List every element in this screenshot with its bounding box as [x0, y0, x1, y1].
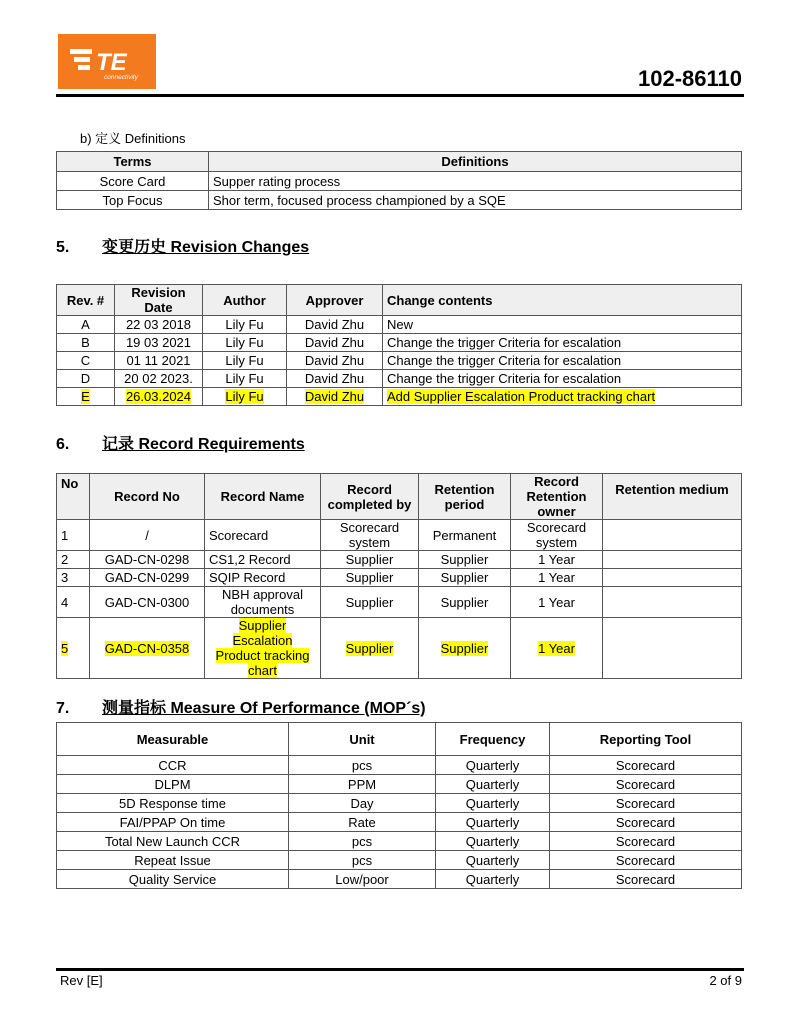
highlighted-text: Lily Fu: [225, 389, 264, 404]
highlighted-text: David Zhu: [304, 389, 365, 404]
frequency-cell: Quarterly: [436, 870, 550, 889]
table-row: [57, 775, 742, 794]
date-cell: 22 03 2018: [115, 316, 203, 334]
reporting-tool-cell: Scorecard: [550, 756, 742, 775]
footer-revision: Rev [E]: [60, 973, 103, 988]
highlighted-text: Supplier Escalation Product tracking chart: [215, 618, 310, 678]
te-connectivity-logo: [58, 34, 156, 89]
highlighted-text: E: [81, 389, 90, 404]
author-cell: Lily Fu: [203, 352, 287, 370]
column-header: Retention period: [419, 474, 511, 520]
frequency-cell: Quarterly: [436, 851, 550, 870]
column-header: Unit: [289, 723, 436, 756]
reporting-tool-cell: Scorecard: [550, 775, 742, 794]
column-header: Terms: [57, 152, 209, 172]
footer-page-number: 2 of 9: [709, 973, 742, 988]
no-cell: 4: [57, 587, 90, 618]
author-cell: [203, 388, 287, 406]
retention-owner-cell: 1 Year: [511, 569, 603, 587]
measurable-cell: FAI/PPAP On time: [57, 813, 289, 832]
table-row-highlighted: [57, 388, 742, 406]
section-heading-measure-of-performance: [56, 695, 426, 718]
no-cell: [57, 618, 90, 679]
change-cell: Change the trigger Criteria for escalation: [383, 352, 742, 370]
column-header: No: [57, 474, 90, 520]
section-title: 记录 Record Requirements: [102, 436, 305, 453]
table-row: [57, 870, 742, 889]
revision-header-row: [57, 285, 742, 316]
highlighted-text: 1 Year: [538, 640, 575, 656]
mop-table: [56, 722, 742, 889]
section-heading-revision-changes: [56, 234, 309, 257]
change-cell: [383, 388, 742, 406]
section-heading-record-requirements: [56, 431, 305, 454]
frequency-cell: Quarterly: [436, 756, 550, 775]
record-no-cell: GAD-CN-0299: [90, 569, 205, 587]
highlighted-text: Add Supplier Escalation Product tracking chart: [387, 389, 656, 404]
term-cell: Top Focus: [57, 191, 209, 210]
retention-owner-cell: 1 Year: [511, 587, 603, 618]
change-cell: Change the trigger Criteria for escalation: [383, 370, 742, 388]
record-name-cell: Scorecard: [205, 520, 321, 551]
column-header: Measurable: [57, 723, 289, 756]
completed-by-cell: Supplier: [321, 569, 419, 587]
unit-cell: pcs: [289, 851, 436, 870]
approver-cell: [287, 388, 383, 406]
retention-period-cell: Supplier: [419, 551, 511, 569]
frequency-cell: Quarterly: [436, 794, 550, 813]
column-header: Definitions: [209, 152, 742, 172]
date-cell: 19 03 2021: [115, 334, 203, 352]
table-row-highlighted: [57, 618, 742, 679]
reporting-tool-cell: Scorecard: [550, 870, 742, 889]
retention-owner-cell: [511, 618, 603, 679]
unit-cell: PPM: [289, 775, 436, 794]
rev-cell: B: [57, 334, 115, 352]
table-row: [57, 316, 742, 334]
column-header: Reporting Tool: [550, 723, 742, 756]
approver-cell: David Zhu: [287, 316, 383, 334]
column-header: Record Name: [205, 474, 321, 520]
frequency-cell: Quarterly: [436, 813, 550, 832]
column-header: Record completed by: [321, 474, 419, 520]
table-row: [57, 352, 742, 370]
change-cell: Change the trigger Criteria for escalation: [383, 334, 742, 352]
no-cell: 1: [57, 520, 90, 551]
record-name-cell: CS1,2 Record: [205, 551, 321, 569]
retention-period-cell: [419, 618, 511, 679]
author-cell: Lily Fu: [203, 334, 287, 352]
column-header: Record No: [90, 474, 205, 520]
author-cell: Lily Fu: [203, 370, 287, 388]
highlighted-text: 5: [61, 640, 69, 656]
author-cell: Lily Fu: [203, 316, 287, 334]
mop-header-row: [57, 723, 742, 756]
column-header: Approver: [287, 285, 383, 316]
retention-medium-cell: [603, 587, 742, 618]
retention-period-cell: Permanent: [419, 520, 511, 551]
reporting-tool-cell: Scorecard: [550, 832, 742, 851]
section-number: 5.: [56, 239, 70, 256]
reporting-tool-cell: Scorecard: [550, 794, 742, 813]
records-table: [56, 473, 742, 679]
measurable-cell: Quality Service: [57, 870, 289, 889]
completed-by-cell: [321, 618, 419, 679]
table-row: [57, 172, 742, 191]
table-row: [57, 520, 742, 551]
table-row: [57, 832, 742, 851]
definitions-caption: b) 定义 Definitions: [80, 131, 186, 146]
completed-by-cell: Scorecard system: [321, 520, 419, 551]
unit-cell: pcs: [289, 832, 436, 851]
highlighted-text: Supplier: [345, 640, 394, 656]
document-number: 102-86110: [638, 66, 742, 91]
no-cell: 3: [57, 569, 90, 587]
section-number: 6.: [56, 436, 70, 453]
reporting-tool-cell: Scorecard: [550, 813, 742, 832]
retention-medium-cell: [603, 569, 742, 587]
record-no-cell: GAD-CN-0300: [90, 587, 205, 618]
revision-table: [56, 284, 742, 406]
measurable-cell: Repeat Issue: [57, 851, 289, 870]
change-cell: New: [383, 316, 742, 334]
record-name-cell: SQIP Record: [205, 569, 321, 587]
definition-cell: Supper rating process: [209, 172, 742, 191]
unit-cell: pcs: [289, 756, 436, 775]
records-header-row: [57, 474, 742, 520]
table-row: [57, 569, 742, 587]
frequency-cell: Quarterly: [436, 775, 550, 794]
record-no-cell: /: [90, 520, 205, 551]
record-name-cell: [205, 618, 321, 679]
completed-by-cell: Supplier: [321, 551, 419, 569]
unit-cell: Low/poor: [289, 870, 436, 889]
rev-cell: D: [57, 370, 115, 388]
table-row: [57, 551, 742, 569]
rev-cell: A: [57, 316, 115, 334]
retention-owner-cell: Scorecard system: [511, 520, 603, 551]
unit-cell: Day: [289, 794, 436, 813]
measurable-cell: DLPM: [57, 775, 289, 794]
record-name-cell: NBH approval documents: [205, 587, 321, 618]
column-header: Rev. #: [57, 285, 115, 316]
retention-period-cell: Supplier: [419, 587, 511, 618]
date-cell: 20 02 2023.: [115, 370, 203, 388]
table-row: [57, 851, 742, 870]
te-logo-mark: [58, 34, 156, 89]
approver-cell: David Zhu: [287, 334, 383, 352]
table-row: [57, 756, 742, 775]
table-row: [57, 794, 742, 813]
retention-medium-cell: [603, 520, 742, 551]
highlighted-text: GAD-CN-0358: [104, 640, 190, 656]
reporting-tool-cell: Scorecard: [550, 851, 742, 870]
table-row: [57, 370, 742, 388]
column-header: Retention medium: [603, 474, 742, 520]
definitions-table: [56, 151, 742, 210]
svg-text:connectivity: connectivity: [104, 74, 138, 81]
highlighted-text: Supplier: [440, 640, 489, 656]
column-header: Change contents: [383, 285, 742, 316]
table-row: [57, 587, 742, 618]
rev-cell: C: [57, 352, 115, 370]
highlighted-text: 26.03.2024: [125, 389, 192, 404]
table-row: [57, 191, 742, 210]
retention-owner-cell: 1 Year: [511, 551, 603, 569]
retention-medium-cell: [603, 618, 742, 679]
section-title: 变更历史 Revision Changes: [102, 239, 310, 256]
header-divider: [56, 94, 744, 97]
retention-medium-cell: [603, 551, 742, 569]
section-title: 测量指标 Measure Of Performance (MOP´s): [102, 700, 426, 717]
retention-period-cell: Supplier: [419, 569, 511, 587]
record-no-cell: GAD-CN-0298: [90, 551, 205, 569]
measurable-cell: 5D Response time: [57, 794, 289, 813]
measurable-cell: CCR: [57, 756, 289, 775]
term-cell: Score Card: [57, 172, 209, 191]
footer-divider: [56, 968, 744, 971]
measurable-cell: Total New Launch CCR: [57, 832, 289, 851]
column-header: Frequency: [436, 723, 550, 756]
no-cell: 2: [57, 551, 90, 569]
definition-cell: Shor term, focused process championed by a SQE: [209, 191, 742, 210]
svg-text:TE: TE: [96, 49, 127, 76]
approver-cell: David Zhu: [287, 370, 383, 388]
frequency-cell: Quarterly: [436, 832, 550, 851]
record-no-cell: [90, 618, 205, 679]
completed-by-cell: Supplier: [321, 587, 419, 618]
date-cell: 01 11 2021: [115, 352, 203, 370]
approver-cell: David Zhu: [287, 352, 383, 370]
table-row: [57, 813, 742, 832]
column-header: Record Retention owner: [511, 474, 603, 520]
column-header: Author: [203, 285, 287, 316]
unit-cell: Rate: [289, 813, 436, 832]
date-cell: [115, 388, 203, 406]
section-number: 7.: [56, 700, 70, 717]
column-header: Revision Date: [115, 285, 203, 316]
table-row: [57, 334, 742, 352]
rev-cell: [57, 388, 115, 406]
definitions-header-row: [57, 152, 742, 172]
